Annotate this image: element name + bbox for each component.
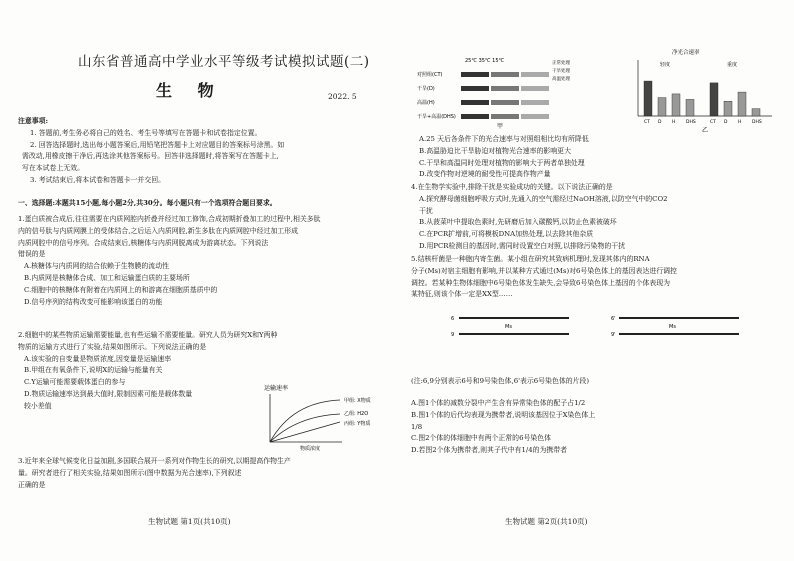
chart-b-bar [672,94,680,116]
notice-line: 3. 考试结束后,将本试卷和答题卡一并交回。 [30,175,165,184]
chart-a-bar [461,72,489,77]
chart-title: 运输速率 [264,385,289,392]
q5-option: 1/8 [411,422,423,431]
chart-a-legend: 高温处理 [552,77,570,82]
chart-a-bar [521,72,549,77]
legend-label: 甲组: X物质 [344,398,371,404]
chart-b-tick-label: DHS [752,120,762,125]
chromosome-label: 6' [611,316,616,322]
chromosome-label: Ms [505,324,512,330]
q1-line: 内的信号肽与内质网膜上的受体结合,之后运入内质网腔,新生多肽在内质网腔中经过加工形成 [18,226,299,235]
question-1 [18,214,388,308]
q1-option: C.细胞中的核糖体有附着在内质网上的和游离在细胞质基质中的 [24,285,218,294]
notice-line: 写在本试卷上无效。 [22,164,85,173]
q4-option: D.用PCR检测目的基因时,需同时设置空白对照,以排除污染物的干扰 [419,241,626,250]
chart-a-bar [491,86,519,91]
chart-b-bar [686,99,694,116]
q3-option: C.干旱和高温同时处理对植物的影响大于两者单独处理 [419,158,585,167]
chart-a-bar [461,100,489,105]
chart-b-tick-label: CT [710,120,716,125]
q5-option: D.若图2个体为携带者,则其子代中有1/4的为携带者 [411,446,568,455]
question-3 [18,456,388,491]
chromosome-diagram [449,306,749,366]
chart-b-tick-label: D [724,120,728,125]
section-heading: 一、选择题:本题共15小题,每小题2分,共30分。每小题只有一个选项符合题目要求。 [18,199,277,207]
page-footer: 生物试题 第2页(共10页) [505,517,588,526]
q1-line: 1.蛋白质被合成后,往往需要在内质网腔内折叠并经过加工修饰,合成初期折叠加工的过程中,相关多肽 [18,215,321,223]
q1-option: A.核糖体与内质网的结合依赖于生物膜的流动性 [24,262,169,271]
chart-b-group: 重度 [727,62,738,68]
q5-line: 分子(Ms)对宿主细胞有影响,并以某种方式通过(Ms)对6号染色体上的基因表达进行调控 [411,266,677,275]
chart-b-tick-label: D [658,120,662,125]
chart-a-bar [521,114,549,119]
q3-option: A.25 天后各条件下的光合速率与对照组相比均有所降低 [419,135,589,143]
chromosome-label: 9' [611,332,616,338]
q3-line: 3.近年来全球气候变化日益加剧,多国联合展开一系列对作物生长的研究,以期提高作物生产 [18,457,291,465]
q4-option: B.从菠菜叶中提取色素时,先研磨后加入碳酸钙,以防止色素被破坏 [419,218,617,227]
notice-line: 需改动,用橡皮擦干净后,再选涂其他答案标号。回答非选择题时,将答案写在答题卡上, [22,152,279,161]
question-5-note [411,376,789,388]
q3-line: 量。研究者进行了相关实验,结果如图所示(图中数据为光合速率),下列叙述 [18,468,242,477]
transport-rate-chart [262,382,392,452]
legend-label: 丙组: Y物质 [344,421,371,427]
chart-b-tick-label: CT [644,120,650,125]
q5-option: A.图1个体的减数分裂中产生含有异常染色体的配子占1/2 [411,399,586,407]
subject-title: 生 物 [156,81,224,100]
chart-a-bar [521,100,549,105]
chart-a-legend: 干旱处理 [552,69,570,74]
chart-a-bar [461,114,489,119]
chromosome-label: 6 [451,316,455,322]
chart-b-title: 净光合速率 [672,50,700,56]
chart-b-label: 乙 [702,127,709,132]
chart-b-bar [658,98,666,116]
chart-a-bar [491,100,519,105]
chart-a-bar [461,86,489,91]
question-3-options [419,134,789,181]
q2-option: B.甲组在有氧条件下,说明X的运输与能量有关 [24,366,163,375]
notice-heading: 注意事项: [18,117,49,125]
curve-y [270,422,340,442]
chart-a-category: 高温(H) [417,100,435,106]
x-axis-label: 物质浓度 [300,446,321,452]
chart-a-legend: 正常处理 [552,61,570,66]
right-page [397,0,794,561]
chart-b-bar [724,101,732,116]
q3-line: 正确的是 [18,480,46,489]
curve-x [270,400,340,442]
q5-option: C.图2个体的体细胞中有两个正常的6号染色体 [411,434,552,443]
chart-a-category: 对照组(CT) [417,72,443,78]
chart-b-tick-label: DHS [686,120,696,125]
chart-b-group: 轻度 [660,62,671,68]
q5-option: B.图1个体的后代均表现为携带者,说明该基因位于X染色体上 [411,410,596,419]
curve-h2o [270,414,340,442]
chart-a-bar [521,86,549,91]
q4-option: 干扰 [419,206,433,215]
q1-line: 内质网腔中的信号序列。合成结束后,核糖体与内质网脱离成为游离状态。下列说法 [18,238,269,247]
chart-b-bar [710,83,718,116]
chart-a-title: 25℃ 35℃ 15℃ [465,58,505,64]
chart-b-tick-label: H [672,120,676,125]
q4-option: C.在PCR扩增前,可将模板DNA加热处理,以去除其他杂质 [419,230,594,239]
q5-line: 调控。若某种生物体细胞中6号染色体发生缺失,会导致6号染色体上基因的个体表现为 [411,278,671,287]
question-5 [411,254,789,301]
q5-note: (注:6,9分别表示6号和9号染色体,6'表示6号染色体的片段) [411,377,590,385]
photosynthesis-chart-b [632,46,782,132]
q5-line: 某特征,则该个体一定是XX型…… [411,290,513,299]
chromosome-label: Ms [669,324,676,330]
q3-option: B.高温胁迫比干旱胁迫对植物光合速率的影响更大 [419,146,571,155]
diagram-2 [611,316,739,338]
treatment-chart-a [417,50,587,130]
chart-a-bar [491,72,519,77]
chart-b-bar [738,92,746,116]
exam-title: 山东省普通高中学业水平等级考试模拟试题(二) [78,54,370,70]
q5-line: 5.结核杆菌是一种胞内寄生菌。某小组在研究其致病机理时,发现其体内的RNA [411,255,650,263]
question-4 [411,182,789,253]
chromosome-label: 9 [451,332,455,338]
section-heading-block [18,198,388,210]
question-5-options [411,398,789,457]
q1-option: B.内质网是核糖体合成、加工和运输蛋白质的主要场所 [24,273,190,282]
q3-option: D.改变作物对逆境的耐受性可提高作物产量 [419,170,551,179]
q2-option: 较小差值 [24,401,52,410]
q2-option: A.该实验的自变量是物质浓度,因变量是运输速率 [24,354,172,363]
chart-a-category: 干旱+高温(DHS) [417,114,456,120]
exam-date: 2022. 5 [328,92,357,101]
q2-option: D.物质运输速率达到最大值时,限制因素可能是载体数量 [24,389,193,398]
q2-line: 2.细胞中的某些物质运输需要能量,也有些运输不需要能量。研究人员为研究X和Y两种 [18,331,278,339]
notice-block [18,116,388,187]
chart-a-label: 甲 [497,123,504,130]
q2-line: 物质的运输方式进行了实验,结果如图所示。下列说法正确的是 [18,342,207,351]
chart-b-bar [644,81,652,116]
legend-label: 乙组: H2O [344,411,369,417]
chart-b-tick-label: H [738,120,742,125]
q2-option: C.Y运输可能需要载体蛋白的参与 [24,378,126,387]
q4-line: 4.在生物学实验中,排除干扰是实验成功的关键。以下说法正确的是 [411,183,613,191]
page-footer: 生物试题 第1页(共10页) [148,517,231,526]
chart-b-bar [752,109,760,116]
q4-option: A.探究酵母菌细胞呼吸方式时,先通入的空气需经过NaOH溶液,以防空气中的CO2 [419,194,668,203]
notice-line: 2. 回答选择题时,选出每小题答案后,用铅笔把答题卡上对应题目的答案标号涂黑。如 [30,140,285,149]
q1-option: D.信号序列的结构改变可能影响该蛋白的功能 [24,297,163,306]
chart-a-category: 干旱(D) [417,86,435,92]
notice-line: 1. 答题前,考生务必将自己的姓名、考生号等填写在答题卡和试卷指定位置。 [30,128,262,137]
chart-a-bar [491,114,519,119]
diagram-1 [451,316,569,338]
q1-line: 错误的是 [18,250,46,259]
